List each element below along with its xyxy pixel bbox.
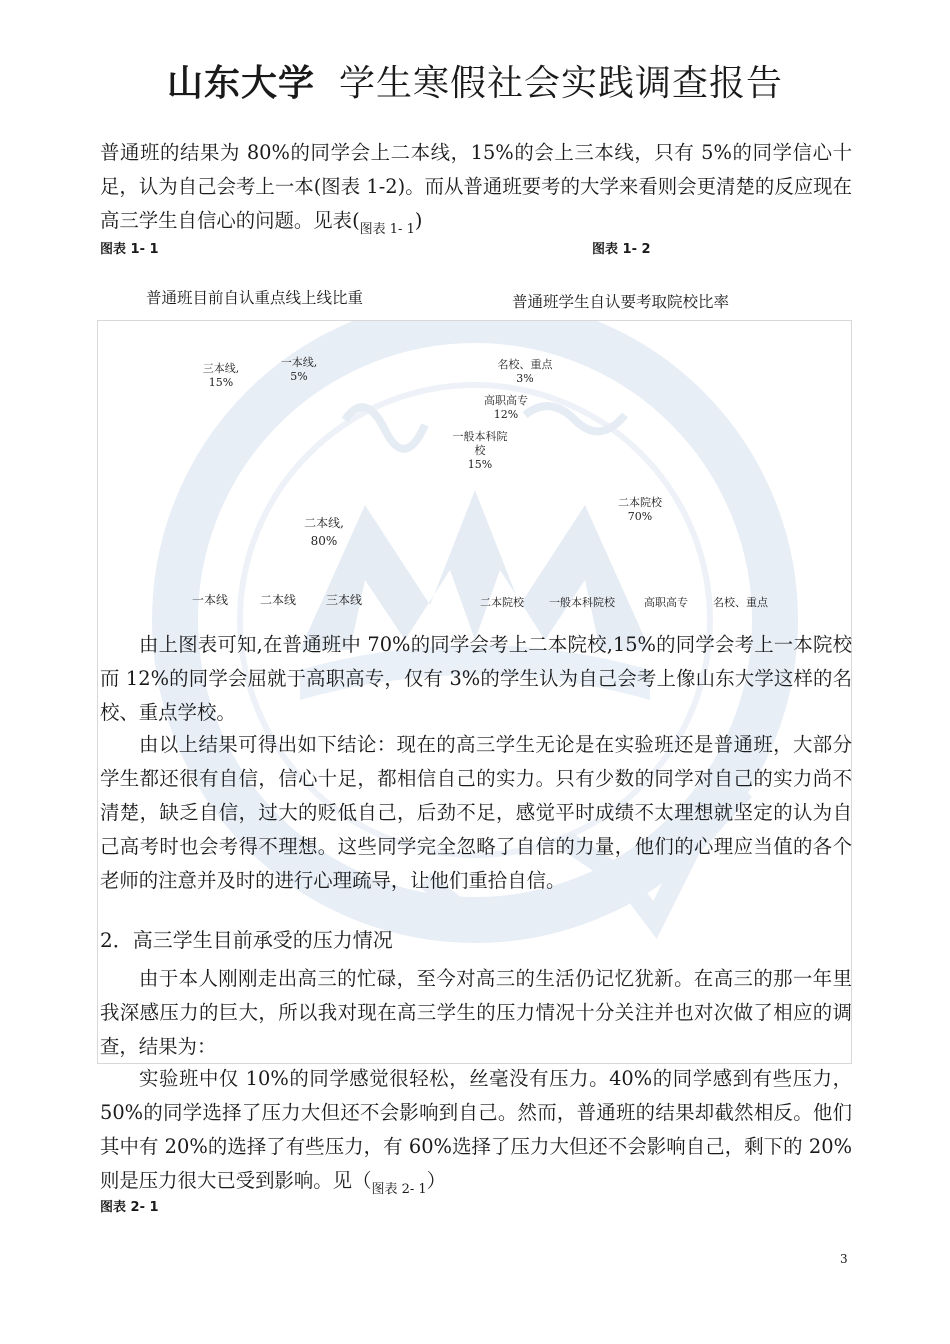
intro-figure-ref: 图表 1- 1 (359, 222, 415, 237)
page-number: 3 (840, 1252, 848, 1266)
section-heading-pressure: 2．高三学生目前承受的压力情况 (100, 928, 393, 952)
chart-1-label-erben: 二本线, 80% (304, 516, 344, 548)
chart-2-legend-item-4: 名校、重点 (713, 596, 768, 609)
chart-2-legend-item-3: 高职高专 (644, 596, 688, 609)
paragraph-pressure-intro: 由于本人刚刚走出高三的忙碌，至今对高三的生活仍记忆犹新。在高三的那一年里我深感压力的巨大，所以我对现在高三学生的压力情况十分关注并也对次做了相应的调查，结果为： (100, 967, 852, 1058)
chart-2-label-erben: 二本院校 70% (618, 496, 662, 523)
pressure-results-text: 实验班中仅 10%的同学感觉很轻松，丝毫没有压力。40%的同学感到有些压力，50%的同学选择了压力大但还不会影响到自己。然而，普通班的结果却截然相反。他们其中有 20%的选择了有些压力，有 60%选择了压力大但还不会影响自己，剩下的 20%则是压力很大已受到影响。见（ (100, 1067, 852, 1192)
chart-2-title: 普通班学生自认要考取院校比率 (512, 293, 730, 311)
chart-1-legend-item-1: 一本线 (192, 593, 229, 607)
chart-2-label-gaozhi: 高职高专 12% (484, 394, 528, 421)
figure-caption-bottom: 图表 2- 1 (100, 1200, 159, 1215)
intro-text: 普通班的结果为 80%的同学会上二本线，15%的会上三本线，只有 5%的同学信心十足，认为自己会考上一本(图表 1-2)。而从普通班要考的大学来看则会更清楚的反应现在高三学生自信心的问题。见表( (100, 141, 852, 232)
pressure-results-close: ） (426, 1169, 447, 1192)
paragraph-conclusion: 由以上结果可得出如下结论：现在的高三学生无论是在实验班还是普通班，大部分学生都还很有自信，信心十足，都相信自己的实力。只有少数的同学对自己的实力尚不清楚，缺乏自信，过大的贬低自己，后劲不足，感觉平时成绩不太理想就坚定的认为自己高考时也会考得不理想。这些同学完全忽略了自信的力量，他们的心理应当值的各个老师的注意并及时的进行心理疏导，让他们重拾自信。 (100, 733, 852, 892)
chart-1-legend-item-2: 二本线 (260, 593, 297, 607)
figure-caption-right: 图表 1- 2 (592, 242, 651, 257)
header-org: 山东大学 (166, 63, 315, 104)
figure-caption-left: 图表 1- 1 (100, 242, 159, 257)
chart-1-label-sanben: 三本线, 15% (202, 362, 240, 389)
intro-close: ) (414, 209, 423, 232)
paragraph-pressure-results (100, 1062, 852, 1201)
chart-1-title: 普通班目前自认重点线上线比重 (146, 289, 364, 307)
chart-2-legend-item-1: 二本院校 (480, 596, 524, 609)
chart-2-legend-item-2: 一般本科院校 (549, 596, 615, 609)
paragraph-chart-analysis: 由上图表可知,在普通班中 70%的同学会考上二本院校,15%的同学会考上一本院校而 12%的同学会屈就于高职高专，仅有 3%的学生认为自己会考上像山东大学这样的名校、重点学校。 (100, 633, 852, 724)
header-title: 学生寒假社会实践调查报告 (339, 63, 784, 104)
intro-paragraph (100, 136, 852, 241)
page-header (0, 55, 950, 106)
chart-1-label-yiben: 一本线, 5% (280, 356, 318, 383)
chart-2-label-yiban: 一般本科院 校 15% (452, 430, 508, 471)
chart-2-label-mingxiao: 名校、重点 3% (497, 358, 553, 385)
chart-1-legend-item-3: 三本线 (326, 593, 363, 607)
pressure-figure-ref: 图表 2- 1 (371, 1182, 427, 1197)
